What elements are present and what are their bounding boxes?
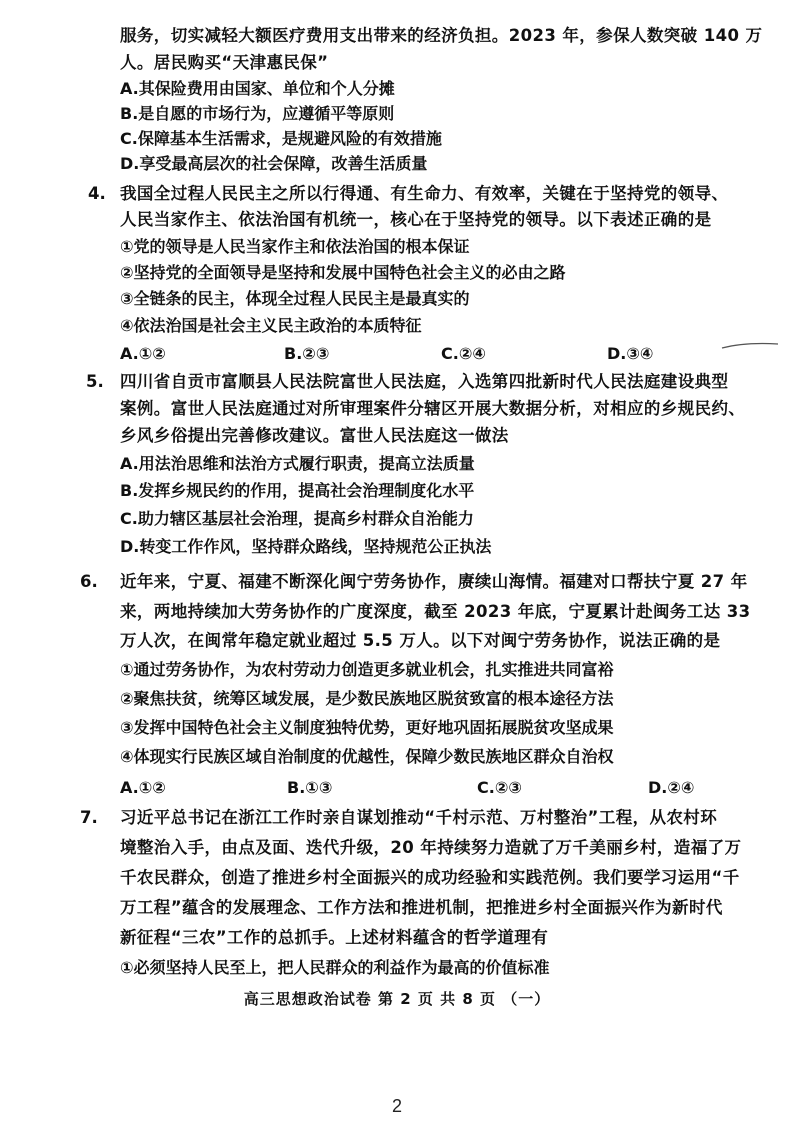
q7-number: 7. (80, 808, 98, 827)
q3-option-c: C.保障基本生活需求，是规避风险的有效措施 (120, 129, 442, 148)
q6-stem-line-3: 万人次，在闽常年稳定就业超过 5.5 万人。以下对闽宁劳务协作，说法正确的是 (120, 631, 721, 650)
q3-option-a: A.其保险费用由国家、单位和个人分摊 (120, 79, 395, 98)
q4-number: 4. (88, 184, 106, 203)
q5-option-a: A.用法治思维和法治方式履行职责，提高立法质量 (120, 454, 475, 473)
q6-choice-a: A.①② (120, 778, 166, 797)
q6-stem-line-1: 近年来，宁夏、福建不断深化闽宁劳务协作，赓续山海情。福建对口帮扶宁夏 27 年 (120, 572, 748, 591)
q6-choice-d: D.②④ (648, 778, 695, 797)
page-footer: 高三思想政治试卷 第 2 页 共 8 页 （一） (243, 990, 551, 1008)
q4-choice-a: A.①② (120, 344, 166, 363)
q6-item-1: ①通过劳务协作，为农村劳动力创造更多就业机会，扎实推进共同富裕 (120, 660, 614, 679)
q4-choice-d: D.③④ (607, 344, 654, 363)
q6-stem-line-2: 来，两地持续加大劳务协作的广度深度，截至 2023 年底，宁夏累计赴闽务工达 33 (120, 602, 751, 621)
q7-stem-line-1: 习近平总书记在浙江工作时亲自谋划推动“千村示范、万村整治”工程，从农村环 (120, 808, 718, 827)
q5-stem-line-3: 乡风乡俗提出完善修改建议。富世人民法庭这一做法 (120, 426, 509, 445)
q7-stem-line-3: 千农民群众，创造了推进乡村全面振兴的成功经验和实践范例。我们要学习运用“千 (120, 868, 740, 887)
q4-stem-line-2: 人民当家作主、依法治国有机统一，核心在于坚持党的领导。以下表述正确的是 (120, 210, 712, 229)
q5-option-c: C.助力辖区基层社会治理，提高乡村群众自治能力 (120, 509, 474, 528)
q5-option-b: B.发挥乡规民约的作用，提高社会治理制度化水平 (120, 481, 475, 500)
pen-stroke-mark (720, 336, 780, 356)
q3-stem-line-2: 人。居民购买“天津惠民保” (120, 53, 329, 72)
q6-number: 6. (80, 572, 98, 591)
q6-choice-b: B.①③ (287, 778, 333, 797)
q6-item-2: ②聚焦扶贫，统筹区域发展，是少数民族地区脱贫致富的根本途径方法 (120, 689, 614, 708)
q3-stem-line-1: 服务，切实减轻大额医疗费用支出带来的经济负担。2023 年，参保人数突破 140 万 (120, 26, 763, 45)
q5-stem-line-2: 案例。富世人民法庭通过对所审理案件分辖区开展大数据分析，对相应的乡规民约、 (120, 399, 746, 418)
q6-item-3: ③发挥中国特色社会主义制度独特优势，更好地巩固拓展脱贫攻坚成果 (120, 718, 614, 737)
q4-item-4: ④依法治国是社会主义民主政治的本质特征 (120, 316, 422, 335)
q7-stem-line-2: 境整治入手，由点及面、迭代升级，20 年持续努力造就了万千美丽乡村，造福了万 (120, 838, 742, 857)
q6-choice-c: C.②③ (477, 778, 522, 797)
q4-choice-c: C.②④ (441, 344, 486, 363)
page-number: 2 (391, 1096, 402, 1116)
q4-item-2: ②坚持党的全面领导是坚持和发展中国特色社会主义的必由之路 (120, 263, 566, 282)
q3-option-d: D.享受最高层次的社会保障，改善生活质量 (120, 154, 428, 173)
q7-stem-line-4: 万工程”蕴含的发展理念、工作方法和推进机制，把推进乡村全面振兴作为新时代 (120, 898, 723, 917)
q6-item-4: ④体现实行民族区域自治制度的优越性，保障少数民族地区群众自治权 (120, 747, 614, 766)
q3-option-b: B.是自愿的市场行为，应遵循平等原则 (120, 104, 395, 123)
q5-stem-line-1: 四川省自贡市富顺县人民法院富世人民法庭，入选第四批新时代人民法庭建设典型 (120, 372, 729, 391)
q4-item-1: ①党的领导是人民当家作主和依法治国的根本保证 (120, 237, 470, 256)
q4-item-3: ③全链条的民主，体现全过程人民民主是最真实的 (120, 289, 470, 308)
q5-number: 5. (86, 372, 104, 391)
q5-option-d: D.转变工作作风，坚持群众路线，坚持规范公正执法 (120, 537, 492, 556)
q7-item-1: ①必须坚持人民至上，把人民群众的利益作为最高的价值标准 (120, 958, 550, 977)
q4-choice-b: B.②③ (284, 344, 330, 363)
q4-stem-line-1: 我国全过程人民民主之所以行得通、有生命力、有效率，关键在于坚持党的领导、 (120, 184, 729, 203)
q7-stem-line-5: 新征程“三农”工作的总抓手。上述材料蕴含的哲学道理有 (120, 928, 549, 947)
